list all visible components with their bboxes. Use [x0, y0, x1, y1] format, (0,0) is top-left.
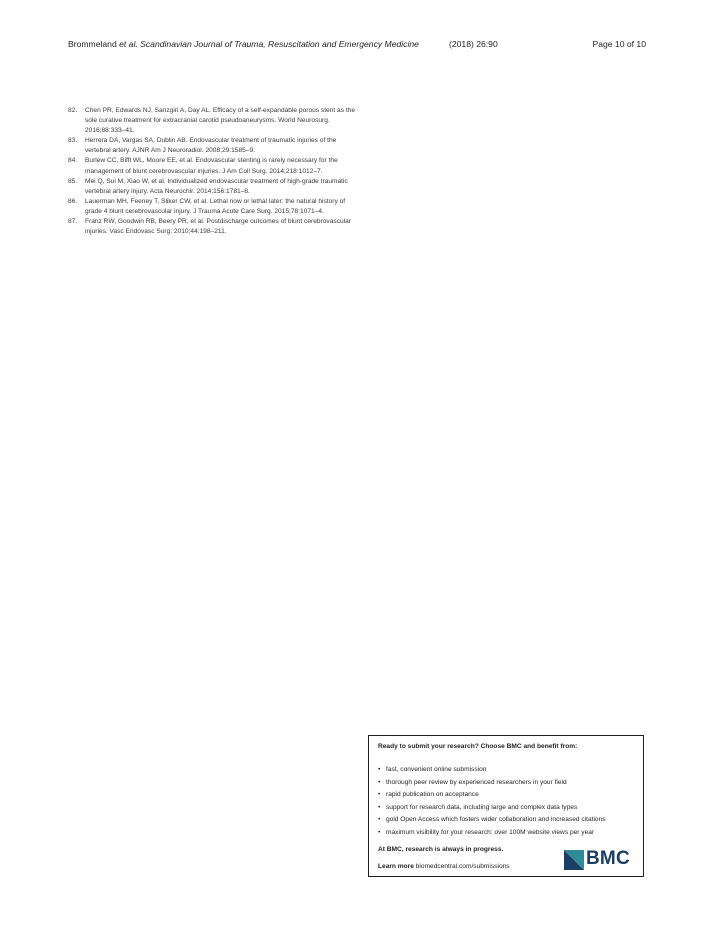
running-header [68, 38, 646, 50]
reference-text: Chen PR, Edwards NJ, Sanzgiri A, Day AL. Efficacy of a self-expandable porous stent as the sole curative treatment for extracranial carotid pseudoaneurysms. World Neurosurg. 2016;88:333–41. [85, 107, 355, 135]
reference-item [68, 136, 358, 156]
reference-item [68, 197, 358, 217]
bmc-logo-text: BMC [586, 848, 630, 869]
ad-learn-more[interactable] [378, 863, 510, 870]
ad-benefit-item: • support for research data, including large and complex data types [378, 802, 606, 815]
ad-benefit-item: • rapid publication on acceptance [378, 789, 606, 802]
reference-text: Lauerman MH, Feeney T, Sliker CW, et al. Lethal now or lethal later: the natural history of grade 4 blunt cerebrovascular injury. J Trauma Acute Care Surg. 2015;78:1071–4. [85, 197, 346, 215]
ad-tagline: At BMC, research is always in progress. [378, 846, 504, 853]
reference-number: 85. [68, 177, 78, 185]
ad-benefit-item: • gold Open Access which fosters wider collaboration and increased citations [378, 814, 606, 827]
bmc-submission-ad [368, 735, 644, 877]
ad-benefit-item: • thorough peer review by experienced researchers in your field [378, 777, 606, 790]
reference-number: 87. [68, 218, 78, 226]
ad-benefit-item: • fast, convenient online submission [378, 764, 606, 777]
ad-benefits-list [378, 764, 606, 839]
ad-title: Ready to submit your research? Choose BMC and benefit from: [378, 743, 578, 750]
reference-item [68, 217, 358, 237]
reference-text: Burlew CC, Biffl WL, Moore EE, et al. Endovascular stenting is rarely necessary for the management of blunt cerebrovascular injuries. J Am Coll Surg. 2014;218:1012–7. [85, 157, 338, 175]
reference-list [68, 106, 358, 237]
reference-number: 82. [68, 107, 78, 114]
reference-text: Mei Q, Sui M, Xiao W, et al. Individualized endovascular treatment of high-grade traumatic vertebral artery injury. Acta Neurochir. 2014;156:1781–8. [85, 177, 348, 195]
learn-more-link[interactable]: biomedcentral.com/submissions [415, 863, 510, 870]
header-page-number: Page 10 of 10 [592, 39, 646, 49]
reference-item [68, 177, 358, 197]
reference-item [68, 106, 358, 136]
header-year-volume: (2018) 26:90 [449, 39, 498, 49]
bmc-logo-mark-icon [564, 850, 584, 870]
reference-number: 84. [68, 157, 78, 165]
header-journal: Scandinavian Journal of Trauma, Resuscitation and Emergency Medicine [140, 39, 419, 49]
reference-text: Herrera DA, Vargas SA, Dublin AB. Endovascular treatment of traumatic injuries of the vertebral artery. AJNR Am J Neuroradiol. 2008;29:1585–9. [85, 137, 337, 155]
header-et-al: et al. [119, 39, 138, 49]
ad-benefit-item: • maximum visibility for your research: over 100M website views per year [378, 827, 606, 840]
header-authors: Brommeland [68, 39, 120, 49]
learn-more-label: Learn more [378, 863, 414, 870]
reference-number: 83. [68, 137, 78, 145]
reference-text: Franz RW, Goodwin RB, Beery PR, et al. Postdischarge outcomes of blunt cerebrovascular injuries. Vasc Endovasc Surg. 2010;44:198–211. [85, 218, 351, 236]
bmc-logo [564, 850, 638, 872]
reference-number: 86. [68, 197, 78, 205]
reference-item [68, 156, 358, 176]
header-citation [68, 38, 419, 50]
